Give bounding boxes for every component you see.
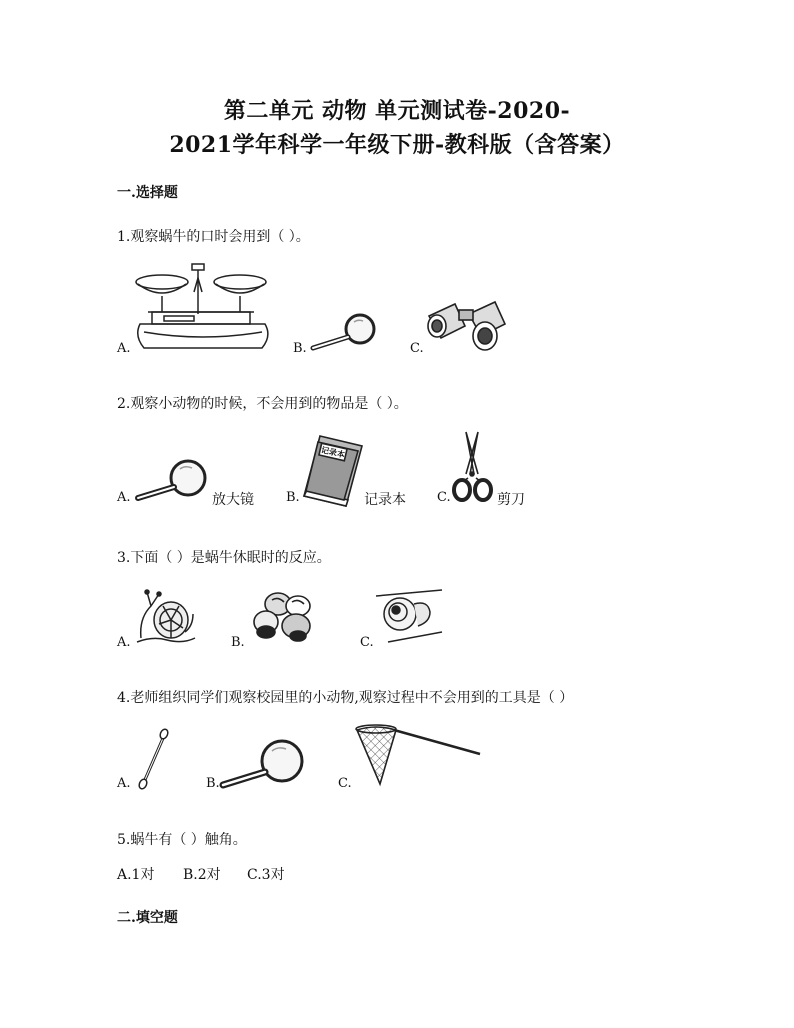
q5-option-b: B.2对 [183, 867, 221, 883]
q1-option-a-label: A. [117, 341, 131, 356]
snail-sealed-icon [374, 588, 444, 646]
q4-option-a-label: A. [117, 776, 131, 791]
binoculars-icon [425, 296, 510, 354]
notebook-cover-label: 记录本 [320, 445, 346, 460]
magnifying-glass-icon [310, 312, 380, 352]
q5-option-c: C.3对 [247, 867, 285, 883]
balance-scale-icon [130, 262, 275, 354]
section-heading-fill-blank: 二.填空题 [117, 910, 178, 926]
q5-option-a: A.1对 [117, 867, 155, 883]
document-title-line-1: 第二单元 动物 单元测试卷-2020- [223, 98, 571, 124]
q2-option-c-caption: 剪刀 [497, 492, 525, 508]
q3-option-b-label: B. [231, 635, 245, 650]
question-4-text: 4.老师组织同学们观察校园里的小动物,观察过程中不会用到的工具是（ ） [117, 690, 574, 706]
q4-option-c-label: C. [338, 776, 352, 791]
section-heading-choice: 一.选择题 [117, 185, 178, 201]
q1-option-c-label: C. [410, 341, 424, 356]
magnifying-glass-icon [134, 458, 210, 502]
q2-option-b-caption: 记录本 [364, 492, 406, 508]
snail-cluster-icon [248, 586, 320, 642]
insect-net-icon [354, 724, 482, 790]
q3-option-c-label: C. [360, 635, 374, 650]
question-5-text: 5.蜗牛有（ ）触角。 [117, 832, 247, 848]
q1-option-b-label: B. [293, 341, 307, 356]
notebook-icon [300, 434, 366, 508]
cotton-swab-icon [134, 728, 174, 790]
q2-option-a-label: A. [117, 490, 131, 505]
snail-crawling-icon [133, 588, 199, 646]
q4-option-b-label: B. [206, 776, 220, 791]
scissors-icon [448, 430, 496, 504]
magnifying-glass-icon [218, 739, 308, 789]
document-title-line-2: 2021学年科学一年级下册-教科版（含答案） [169, 132, 625, 158]
question-3-text: 3.下面（ ）是蜗牛休眠时的反应。 [117, 550, 331, 566]
question-2-text: 2.观察小动物的时候，不会用到的物品是（ ）。 [117, 396, 408, 412]
q2-option-a-caption: 放大镜 [212, 492, 254, 508]
q2-option-c-label: C. [437, 490, 451, 505]
q3-option-a-label: A. [117, 635, 131, 650]
q2-option-b-label: B. [286, 490, 300, 505]
question-1-text: 1.观察蜗牛的口时会用到（ ）。 [117, 229, 310, 245]
